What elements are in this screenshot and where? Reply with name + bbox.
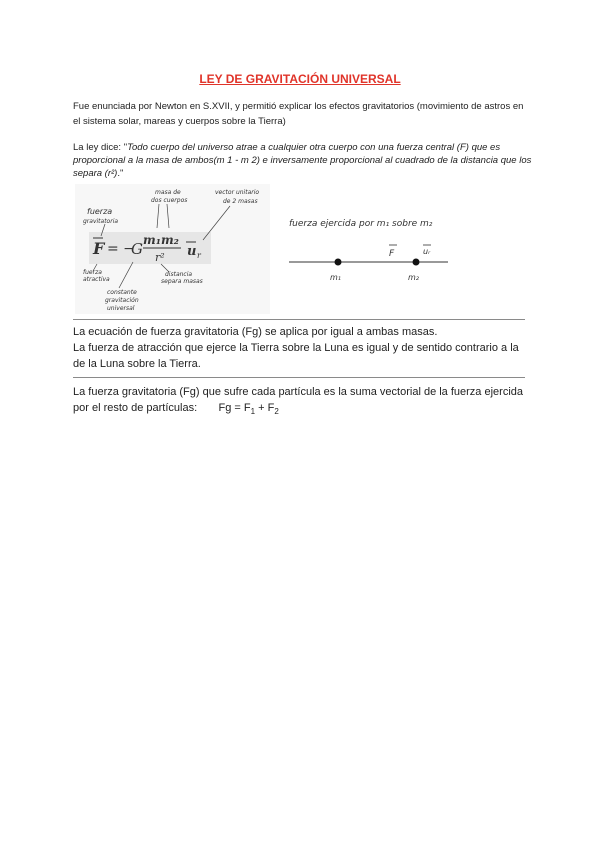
- formula-plus: + F: [255, 402, 275, 414]
- force-label: F: [389, 249, 395, 259]
- divider-1: [73, 319, 525, 320]
- label-fuerza: fuerza: [87, 207, 113, 216]
- law-suffix: .": [117, 168, 124, 179]
- formula-sub2: 2: [274, 407, 279, 417]
- label-separa: separa masas: [161, 278, 203, 285]
- svg-text:G: G: [131, 240, 143, 258]
- law-quote: Todo cuerpo del universo atrae a cualquier otra cuerpo con una fuerza central (F) que es proporcional a la masa de ambos(m 1 - m 2) e inversamente proporcional al cuadrado de la distancia que los separa (r²): [73, 142, 532, 179]
- formula-lhs: Fg = F: [218, 402, 251, 414]
- label-gravitacion: gravitación: [105, 297, 139, 304]
- mass2-dot: [413, 259, 420, 266]
- label-distancia: distancia: [165, 271, 193, 278]
- formula-sub1: 1: [250, 407, 256, 417]
- page-title: LEY DE GRAVITACIÓN UNIVERSAL: [199, 72, 401, 86]
- label-gravitatoria: gravitatoria: [83, 218, 119, 225]
- label-atractiva: atractiva: [83, 276, 110, 283]
- unit-vector-label: uᵣ: [423, 247, 431, 256]
- equation-line-2: La fuerza de atracción que ejerce la Tierra sobre la Luna es igual y de sentido contrario a la de la Luna sobre la Tierra.: [73, 342, 519, 370]
- label-masa: masa de: [155, 189, 181, 196]
- superposition-text: La fuerza gravitatoria (Fg) que sufre cada partícula es la suma vectorial de la fuerza ejercida por el resto de partículas:: [73, 386, 524, 414]
- svg-text:u: u: [187, 244, 197, 259]
- superposition-paragraph: [73, 384, 529, 420]
- force-diagram-figure: [283, 210, 508, 288]
- mass1-label: m₁: [330, 273, 341, 282]
- label-constante: constante: [107, 289, 137, 296]
- label-universal: universal: [107, 305, 135, 312]
- svg-text:m₁m₂: m₁m₂: [143, 233, 179, 247]
- superposition-formula: [218, 402, 279, 417]
- svg-text:= −: = −: [107, 241, 135, 257]
- svg-text:r²: r²: [155, 251, 165, 264]
- label-fuerza-atr: fuerza: [83, 269, 102, 276]
- mass1-dot: [335, 259, 342, 266]
- law-paragraph: [73, 141, 533, 180]
- force-caption: fuerza ejercida por m₁ sobre m₂: [289, 219, 433, 229]
- equation-paragraph: [73, 324, 529, 372]
- label-dos-masas: de 2 masas: [223, 198, 258, 205]
- label-dos-cuerpos: dos cuerpos: [151, 197, 188, 204]
- mass2-label: m₂: [408, 273, 419, 282]
- law-prefix: La ley dice: ": [73, 142, 128, 153]
- divider-2: [73, 377, 525, 378]
- label-vector: vector unitario: [215, 189, 260, 196]
- equation-line-1: La ecuación de fuerza gravitatoria (Fg) se aplica por igual a ambas masas.: [73, 326, 438, 338]
- svg-text:F: F: [93, 239, 105, 258]
- svg-text:r: r: [197, 251, 201, 260]
- intro-paragraph: Fue enunciada por Newton en S.XVII, y permitió explicar los efectos gravitatorios (movimiento de astros en el sistema solar, mareas y cuerpos sobre la Tierra): [73, 101, 524, 127]
- gravitation-formula-figure: [75, 184, 270, 314]
